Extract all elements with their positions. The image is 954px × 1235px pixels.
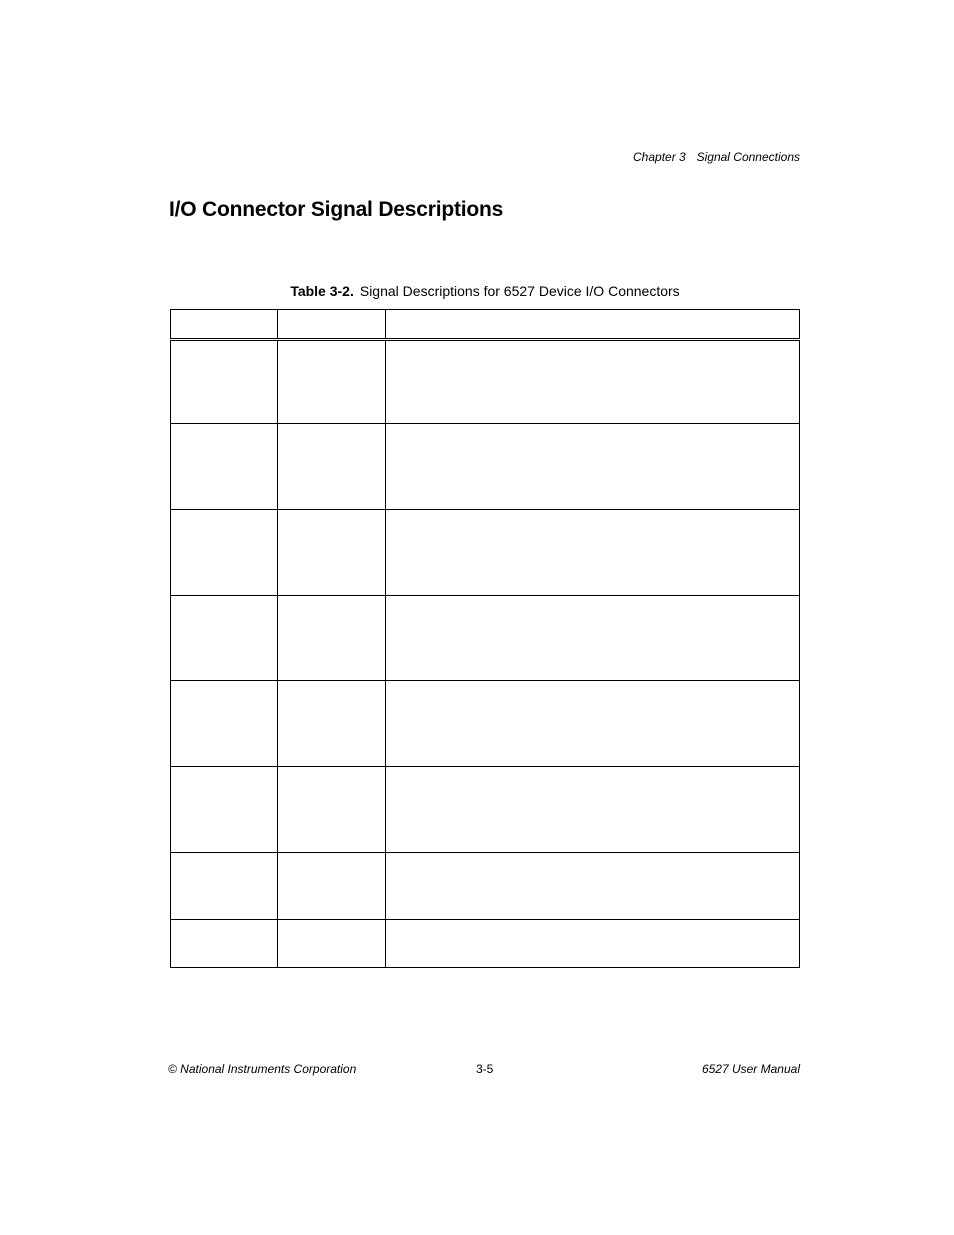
- table-row: [171, 340, 800, 424]
- table-cell: [386, 920, 800, 968]
- table-row: [171, 681, 800, 767]
- table-cell: [278, 767, 386, 853]
- table-cell: [171, 681, 278, 767]
- table-cell: [278, 681, 386, 767]
- table-cell: [171, 340, 278, 424]
- table-cell: [386, 596, 800, 681]
- table-cell: [386, 424, 800, 510]
- running-header: [633, 150, 800, 164]
- column-header: [386, 310, 800, 340]
- table-cell: [171, 510, 278, 596]
- table-cell: [278, 920, 386, 968]
- footer-page-number: 3-5: [476, 1062, 494, 1076]
- table-row: [171, 767, 800, 853]
- table-cell: [386, 681, 800, 767]
- table-cell: [171, 596, 278, 681]
- table-cell: [171, 853, 278, 920]
- table-cell: [171, 767, 278, 853]
- table-cell: [278, 340, 386, 424]
- table-cell: [386, 853, 800, 920]
- table-caption-label: Table 3-2.: [290, 283, 354, 299]
- table-cell: [278, 596, 386, 681]
- table-caption-text: Signal Descriptions for 6527 Device I/O Connectors: [359, 283, 680, 299]
- table-cell: [386, 340, 800, 424]
- table-row: [171, 424, 800, 510]
- chapter-number: Chapter 3: [633, 150, 686, 164]
- table-row: [171, 853, 800, 920]
- table-cell: [386, 510, 800, 596]
- chapter-title: Signal Connections: [696, 150, 800, 164]
- table-caption: [170, 283, 800, 299]
- table-cell: [278, 853, 386, 920]
- table-header-row: [171, 310, 800, 340]
- table-cell: [171, 424, 278, 510]
- section-title: I/O Connector Signal Descriptions: [169, 198, 504, 221]
- signal-descriptions-table: [170, 309, 800, 968]
- table-row: [171, 510, 800, 596]
- table-cell: [386, 767, 800, 853]
- table-row: [171, 596, 800, 681]
- footer-manual-title: 6527 User Manual: [701, 1062, 800, 1076]
- table-cell: [171, 920, 278, 968]
- table-row: [171, 920, 800, 968]
- column-header: [278, 310, 386, 340]
- column-header: [171, 310, 278, 340]
- footer-copyright: © National Instruments Corporation: [168, 1062, 357, 1076]
- table-cell: [278, 424, 386, 510]
- table-cell: [278, 510, 386, 596]
